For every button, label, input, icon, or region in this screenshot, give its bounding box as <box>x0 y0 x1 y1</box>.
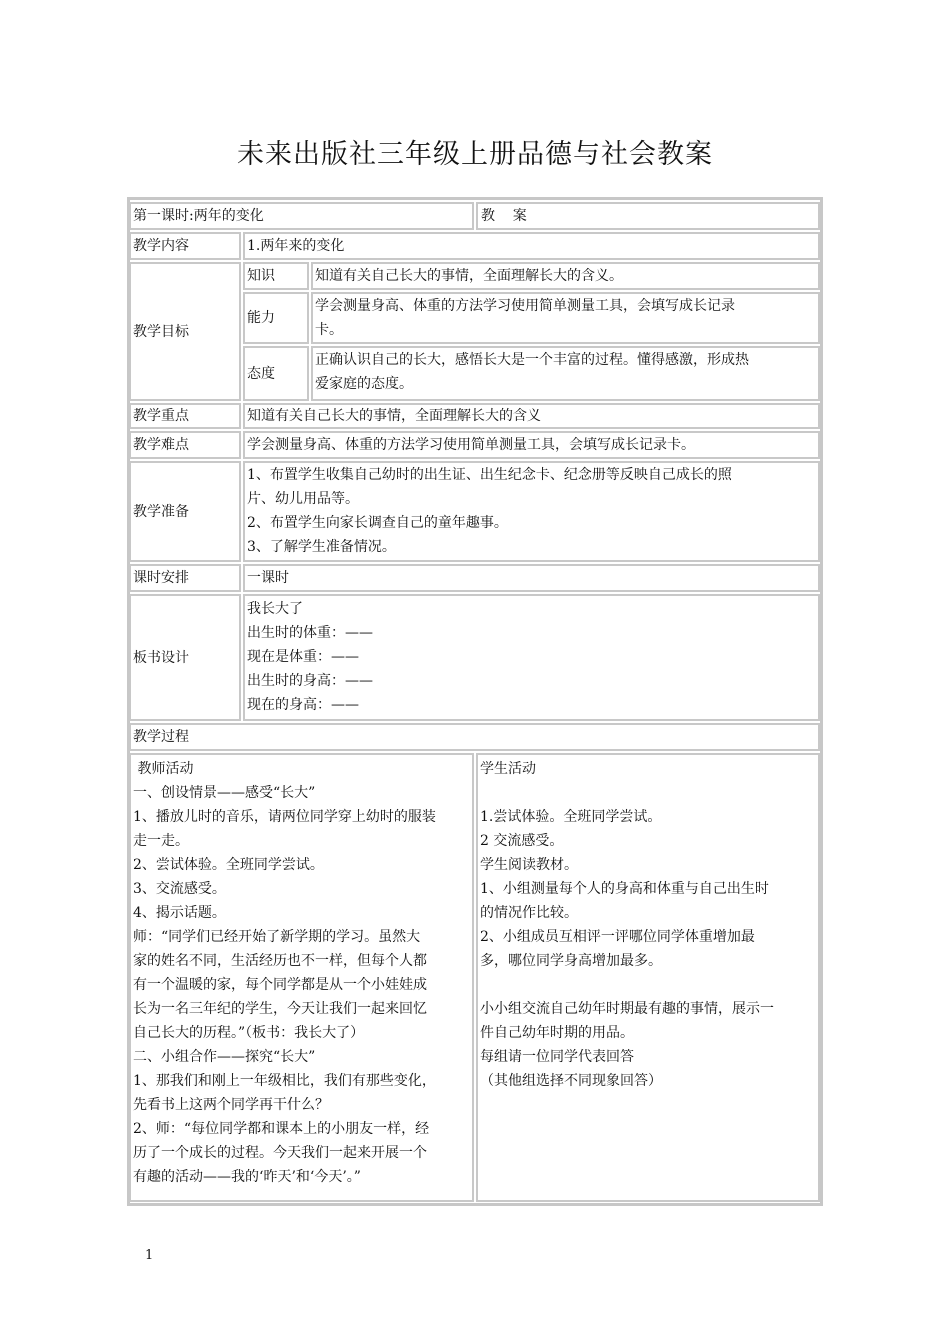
student-activity-header: 学生活动 <box>480 761 536 777</box>
board-line: 出生时的体重：—— <box>247 625 373 641</box>
teacher-line: 走一走。 <box>133 833 189 849</box>
student-line: 1、小组测量每个人的身高和体重与自己出生时 <box>480 881 769 897</box>
student-line: （其他组选择不同现象回答） <box>480 1073 662 1089</box>
teacher-line: 4、揭示话题。 <box>133 905 226 921</box>
board-value <box>243 594 820 721</box>
process-label: 教学过程 <box>129 723 820 751</box>
preparation-line: 片、幼儿用品等。 <box>247 491 359 507</box>
ability-line: 学会测量身高、体重的方法学习使用简单测量工具，会填写成长记录 <box>315 298 735 314</box>
teacher-line: 3、交流感受。 <box>133 881 226 897</box>
preparation-label: 教学准备 <box>129 461 241 562</box>
ability-line: 卡。 <box>315 322 343 338</box>
schedule-label: 课时安排 <box>129 564 241 592</box>
teacher-line: 有趣的活动——我的‘昨天’和‘今天’。” <box>133 1169 361 1185</box>
key-point-value: 知道有关自己长大的事情，全面理解长大的含义 <box>243 403 820 429</box>
preparation-line: 2、布置学生向家长调查自己的童年趣事。 <box>247 515 508 531</box>
objectives-label: 教学目标 <box>129 262 241 401</box>
preparation-value <box>243 461 820 562</box>
student-line <box>480 781 816 805</box>
teacher-activity-header: 教师活动 <box>133 761 194 777</box>
ability-value <box>311 292 820 344</box>
student-line: 学生阅读教材。 <box>480 857 578 873</box>
student-line: 1.尝试体验。全班同学尝试。 <box>480 809 662 825</box>
student-activity-cell <box>476 753 820 1202</box>
page-number: 1 <box>145 1248 154 1263</box>
knowledge-value: 知道有关自己长大的事情，全面理解长大的含义。 <box>311 262 820 290</box>
teacher-line: 家的姓名不同，生活经历也不一样，但每个人都 <box>133 953 427 969</box>
board-line: 出生时的身高：—— <box>247 673 373 689</box>
teacher-activity-cell <box>129 753 474 1202</box>
plan-label-cell: 教 案 <box>476 202 820 230</box>
teacher-line: 历了一个成长的过程。今天我们一起来开展一个 <box>133 1145 427 1161</box>
student-line: 2 交流感受。 <box>480 833 564 849</box>
preparation-line: 1、布置学生收集自己幼时的出生证、出生纪念卡、纪念册等反映自己成长的照 <box>247 467 732 483</box>
content-value: 1.两年来的变化 <box>243 232 820 260</box>
teacher-line: 师：“同学们已经开始了新学期的学习。虽然大 <box>133 929 421 945</box>
teacher-line: 1、播放儿时的音乐，请两位同学穿上幼时的服装 <box>133 809 436 825</box>
schedule-value: 一课时 <box>243 564 820 592</box>
student-line: 多，哪位同学身高增加最多。 <box>480 953 662 969</box>
lesson-title-cell: 第一课时:两年的变化 <box>129 202 474 230</box>
teacher-line: 2、尝试体验。全班同学尝试。 <box>133 857 324 873</box>
board-line: 我长大了 <box>247 601 303 617</box>
student-line: 2、小组成员互相评一评哪位同学体重增加最 <box>480 929 755 945</box>
content-label: 教学内容 <box>129 232 241 260</box>
student-line: 的情况作比较。 <box>480 905 578 921</box>
attitude-line: 正确认识自己的长大，感悟长大是一个丰富的过程。懂得感激，形成热 <box>315 352 749 368</box>
student-line: 小小组交流自己幼年时期最有趣的事情，展示一 <box>480 1001 774 1017</box>
difficulty-value: 学会测量身高、体重的方法学习使用简单测量工具，会填写成长记录卡。 <box>243 431 820 459</box>
key-point-label: 教学重点 <box>129 403 241 429</box>
teacher-line: 一、创设情景——感受“长大” <box>133 785 316 801</box>
attitude-label: 态度 <box>243 346 309 401</box>
board-line: 现在的身高：—— <box>247 697 359 713</box>
preparation-line: 3、了解学生准备情况。 <box>247 539 396 555</box>
teacher-line: 有一个温暖的家，每个同学都是从一个小娃娃成 <box>133 977 427 993</box>
attitude-value <box>311 346 820 401</box>
teacher-line: 1、那我们和刚上一年级相比，我们有那些变化， <box>133 1073 436 1089</box>
student-line: 件自己幼年时期的用品。 <box>480 1025 634 1041</box>
student-line: 每组请一位同学代表回答 <box>480 1049 634 1065</box>
teacher-line: 自己长大的历程。”（板书：我长大了） <box>133 1025 365 1041</box>
board-line: 现在是体重：—— <box>247 649 359 665</box>
document-title: 未来出版社三年级上册品德与社会教案 <box>237 139 713 170</box>
knowledge-label: 知识 <box>243 262 309 290</box>
ability-label: 能力 <box>243 292 309 344</box>
teacher-line: 二、小组合作——探究“长大” <box>133 1049 316 1065</box>
difficulty-label: 教学难点 <box>129 431 241 459</box>
board-label: 板书设计 <box>129 594 241 721</box>
teacher-line: 先看书上这两个同学再干什么？ <box>133 1097 329 1113</box>
teacher-line: 长为一名三年纪的学生，今天让我们一起来回忆 <box>133 1001 427 1017</box>
teacher-line: 2、师：“每位同学都和课本上的小朋友一样，经 <box>133 1121 430 1137</box>
attitude-line: 爱家庭的态度。 <box>315 376 413 392</box>
student-line <box>480 973 816 997</box>
